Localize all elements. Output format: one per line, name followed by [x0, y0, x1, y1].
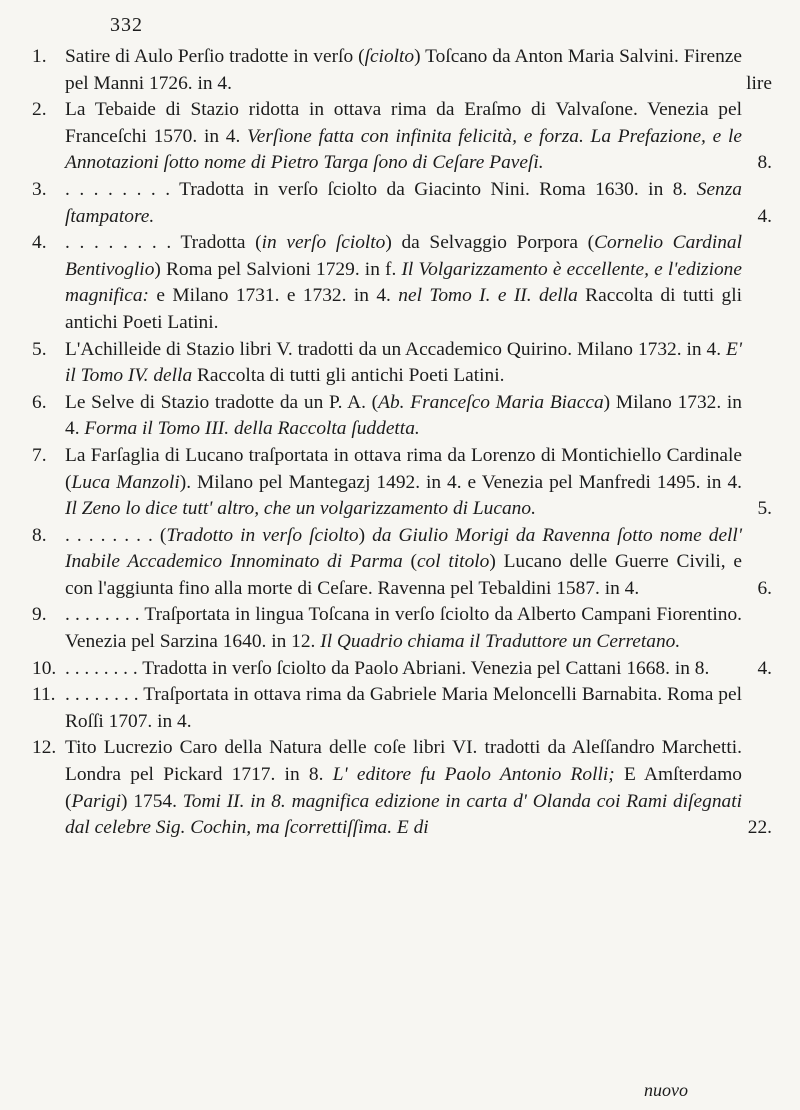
catalog-entry: [32, 337, 772, 390]
entry-number: 11.: [32, 684, 56, 706]
entry-text: [65, 443, 742, 523]
entry-text: [65, 682, 742, 735]
entry-price: 8.: [757, 152, 772, 174]
text-run: Tito Lucrezio Caro della Natura delle coſe libri VI. tradotti da Aleſſandro Marchetti. Londra pel Pickard 1717. in 8.: [65, 737, 742, 786]
text-run: Raccolta di tutti gli antichi Poeti Latini.: [65, 285, 742, 333]
text-run: . . . . . . . . Tradotta (: [65, 232, 262, 254]
text-run: ) Roma pel Salvioni 1729. in f.: [154, 258, 402, 280]
catalog-entry: [32, 443, 772, 523]
entry-number: 4.: [32, 232, 47, 254]
text-run: Le Selve di Stazio tradotte da un P. A. (: [65, 391, 379, 413]
text-run: ) Milano 1732. in 4.: [65, 391, 742, 440]
italic-text: Luca Manzoli: [71, 471, 180, 493]
entry-number: 5.: [32, 338, 47, 360]
italic-text: Il Zeno lo dice tutt' altro, che un volgarizzamento di Lucano.: [65, 498, 536, 520]
text-run: La Tebaide di Stazio ridotta in ottava rima da Eraſmo di Valvaſone. Venezia pel Franceſchi 1570. in 4.: [65, 99, 742, 147]
italic-text: Tradotto in verſo ſciolto: [166, 524, 359, 546]
catalog-entry: [32, 656, 772, 683]
page-number: 332: [110, 14, 143, 36]
text-run: (: [402, 551, 417, 573]
text-run: . . . . . . . . Traſportata in lingua Toſcana in verſo ſciolto da Alberto Campani Fiorentino. Venezia pel Sarzina 1640. in 12.: [65, 604, 742, 653]
italic-text: nel Tomo I. e II. della: [398, 285, 578, 307]
entry-number: 9.: [32, 604, 47, 626]
entry-price: 5.: [757, 498, 772, 520]
text-run: Raccolta di tutti gli antichi Poeti Latini.: [192, 365, 505, 387]
text-run: ) Toſcano da Anton Maria Salvini. Firenze pel Manni 1726. in 4.: [65, 46, 742, 94]
entry-text: [65, 230, 742, 336]
text-run: ) 1754.: [121, 790, 183, 812]
italic-text: Il Volgarizzamento è eccellente, e l'edizione magnifica:: [65, 258, 742, 307]
entry-text: [65, 735, 742, 841]
entry-number: 6.: [32, 391, 47, 413]
text-run: L'Achilleide di Stazio libri V. tradotti da un Accademico Quirino. Milano 1732. in 4.: [65, 338, 726, 360]
text-run: . . . . . . . . (: [65, 524, 167, 546]
text-run: ). Milano pel Mantegazj 1492. in 4. e Venezia pel Manfredi 1495. in 4.: [179, 471, 742, 493]
catalog-entries: [32, 44, 772, 842]
text-run: Satire di Aulo Perſio tradotte in verſo (: [65, 46, 365, 67]
italic-text: Senza ſtampatore.: [65, 178, 742, 227]
catchword: nuovo: [644, 1080, 688, 1100]
entry-price: 22.: [747, 817, 772, 839]
text-run: ) Lucano delle Guerre Civili, e con l'aggiunta fino alla morte di Ceſare. Ravenna pel Tebaldini 1587. in 4.: [65, 551, 742, 599]
italic-text: Tomi II. in 8. magnifica edizione in carta d' Olanda coi Rami diſegnati dal celebre Sig. Cochin, ma ſcorrettiſſima. E di: [65, 790, 742, 839]
entry-text: [65, 656, 742, 683]
text-run: . . . . . . . . Tradotta in verſo ſciolto da Giacinto Nini. Roma 1630. in 8.: [65, 178, 697, 200]
catalog-entry: [32, 230, 772, 336]
entry-text: [65, 523, 742, 603]
text-run: e Milano 1731. e 1732. in 4.: [149, 285, 399, 307]
italic-text: Forma il Tomo III. della Raccolta ſuddetta.: [84, 418, 420, 440]
entry-number: 10.: [32, 657, 57, 679]
entry-text: [65, 44, 742, 97]
entry-number: 2.: [32, 99, 47, 121]
italic-text: E' il Tomo IV. della: [65, 338, 742, 387]
text-run: ): [358, 524, 373, 546]
catalog-entry: [32, 682, 772, 735]
catalog-entry: [32, 602, 772, 655]
text-run: . . . . . . . . Traſportata in ottava rima da Gabriele Maria Meloncelli Barnabita. Roma pel Roſſi 1707. in 4.: [65, 684, 742, 732]
italic-text: Cornelio Cardinal Bentivoglio: [65, 232, 742, 280]
entry-price: 4.: [757, 205, 772, 227]
italic-text: Ab. Franceſco Maria Biacca: [378, 391, 604, 413]
entry-number: 3.: [32, 178, 47, 200]
entry-price: lire: [746, 72, 772, 94]
italic-text: Verſione fatta con infinita felicità, e forza. La Prefazione, e le Annotazioni ſotto nome di Pietro Targa ſono di Ceſare Paveſi.: [65, 125, 743, 174]
text-run: La Farſaglia di Lucano traſportata in ottava rima da Lorenzo di Montichiello Cardinale (: [65, 444, 742, 493]
entry-text: [65, 390, 742, 443]
italic-text: da Giulio Morigi da Ravenna ſotto nome dell' Inabile Accademico Innominato di Parma: [65, 524, 742, 573]
entry-number: 12.: [32, 737, 57, 759]
italic-text: Parigi: [71, 790, 122, 812]
entry-number: 7.: [32, 444, 47, 466]
entry-number: 1.: [32, 46, 47, 67]
entry-text: [65, 337, 742, 390]
entry-price: 4.: [757, 657, 772, 679]
catalog-entry: [32, 97, 772, 177]
catalog-entry: [32, 523, 772, 603]
catalog-entry: [32, 390, 772, 443]
catalog-entry: [32, 177, 772, 230]
italic-text: Il Quadrio chiama il Traduttore un Cerretano.: [320, 631, 681, 653]
catalog-entry: [32, 735, 772, 841]
entry-text: [65, 177, 742, 230]
entry-text: [65, 602, 742, 655]
entry-text: [65, 97, 742, 177]
catalog-entry: [32, 44, 772, 97]
entry-price: 6.: [757, 577, 772, 599]
italic-text: ſciolto: [364, 46, 415, 67]
italic-text: L' editore fu Paolo Antonio Rolli;: [332, 764, 615, 786]
entry-number: 8.: [32, 524, 47, 546]
italic-text: col titolo: [416, 551, 490, 573]
text-run: E Amſterdamo (: [65, 764, 742, 812]
text-run: . . . . . . . . Tradotta in verſo ſciolto da Paolo Abriani. Venezia pel Cattani 1668. in 8.: [65, 657, 710, 679]
italic-text: in verſo ſciolto: [261, 232, 386, 254]
text-run: ) da Selvaggio Porpora (: [385, 232, 595, 254]
